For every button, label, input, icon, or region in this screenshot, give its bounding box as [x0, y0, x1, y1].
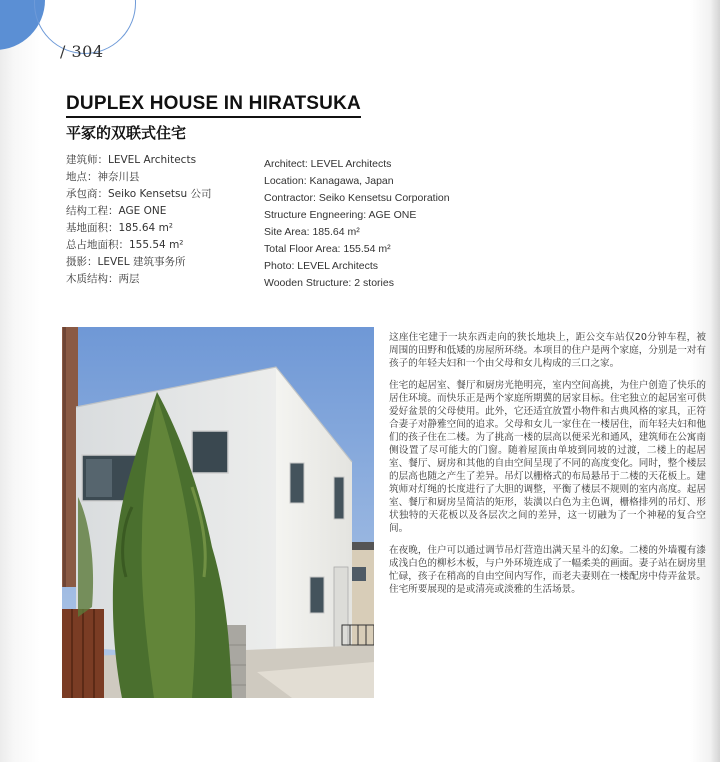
page-title-english: DUPLEX HOUSE IN HIRATSUKA — [66, 93, 361, 118]
page-title-chinese: 平冢的双联式住宅 — [66, 124, 187, 142]
body-paragraph-2: 住宅的起居室、餐厅和厨房光艳明亮，室内空间高挑，为住户创造了快乐的居住环境。而快乐正是两个家庭所期冀的居家目标。住宅独立的起居室可供爱好盆景的父母使用。此外，它还适宜放置小物件和古典风格的家具，正符合妻子对静雅空间的追求。父母和女儿一家住在一楼居住，而年轻夫妇和他们的孩子住在二楼。为了挑高一楼的层高以便采光和通风，建筑师在公寓南侧设置了尽可能大的门窗。随着屋顶由单坡到同坡的过渡，二楼上的起居室、餐厅、厨房和其他的自由空间呈现了不同的高度变化。同时，整个楼层的层高也随之产生了差异。吊灯以栅格式的布局悬吊于二楼的天花板上。建筑师对灯绳的长度进行了大胆的调整，平衡了楼层不规则的室内高度。起居室、餐厅和厨房呈简洁的矩形，装潢以白色为主色调，栅格排列的吊灯、形状独特的天花板以及各层次之间的差异，这一切融为了一个神秘的复合空间。 — [389, 380, 706, 534]
house-photo — [62, 327, 374, 698]
project-info-english — [264, 156, 564, 292]
info-en-architect: Architect: LEVEL Architects — [264, 158, 392, 170]
window — [334, 477, 344, 519]
info-cn-structure: 结构工程：AGE ONE — [66, 205, 167, 217]
info-en-contractor: Contractor: Seiko Kensetsu Corporation — [264, 192, 450, 204]
info-en-location: Location: Kanagawa, Japan — [264, 175, 394, 187]
info-cn-site-area: 基地面积：185.64 m² — [66, 222, 174, 234]
window — [310, 577, 324, 613]
info-cn-photo: 摄影：LEVEL 建筑事务所 — [66, 256, 186, 268]
info-en-floor-area: Total Floor Area: 155.54 m² — [264, 243, 391, 255]
info-cn-contractor: 承包商：Seiko Kensetsu 公司 — [66, 188, 212, 200]
info-en-photo: Photo: LEVEL Architects — [264, 260, 379, 272]
article-body — [389, 331, 706, 605]
window — [290, 463, 304, 503]
page-number-value: 304 — [71, 42, 104, 61]
page-number: / 304 — [60, 42, 104, 61]
body-paragraph-3: 在夜晚，住户可以通过调节吊灯营造出满天星斗的幻象。二楼的外墙覆有漆成浅白色的柳杉木板，与户外环境连成了一幅柔美的画面。妻子站在厨房里忙碌，孩子在稍高的自由空间内写作，而老夫妻则在一楼配房中侍弄盆景。住宅所要展现的是或清亮或淡雅的生活场景。 — [389, 545, 706, 595]
page-edge-shadow — [710, 0, 720, 762]
project-info-chinese — [66, 152, 266, 288]
info-cn-architect: 建筑师：LEVEL Architects — [66, 154, 197, 166]
info-cn-location: 地点：神奈川县 — [66, 171, 140, 183]
info-cn-wooden-structure: 木质结构：两层 — [66, 273, 140, 285]
info-en-structure: Structure Engneering: AGE ONE — [264, 209, 417, 221]
info-en-site-area: Site Area: 185.64 m² — [264, 226, 360, 238]
body-paragraph-1: 这座住宅建于一块东西走向的狭长地块上，距公交车站仅20分钟车程，被周围的田野和低矮的房屋所环绕。本项目的住户是两个家庭，分别是一对有孩子的年轻夫妇和一个由父母和女儿构成的三口之家。 — [389, 332, 706, 369]
window — [192, 431, 228, 473]
info-cn-floor-area: 总占地面积：155.54 m² — [66, 239, 184, 251]
info-en-wooden-structure: Wooden Structure: 2 stories — [264, 277, 394, 289]
door — [334, 567, 348, 647]
